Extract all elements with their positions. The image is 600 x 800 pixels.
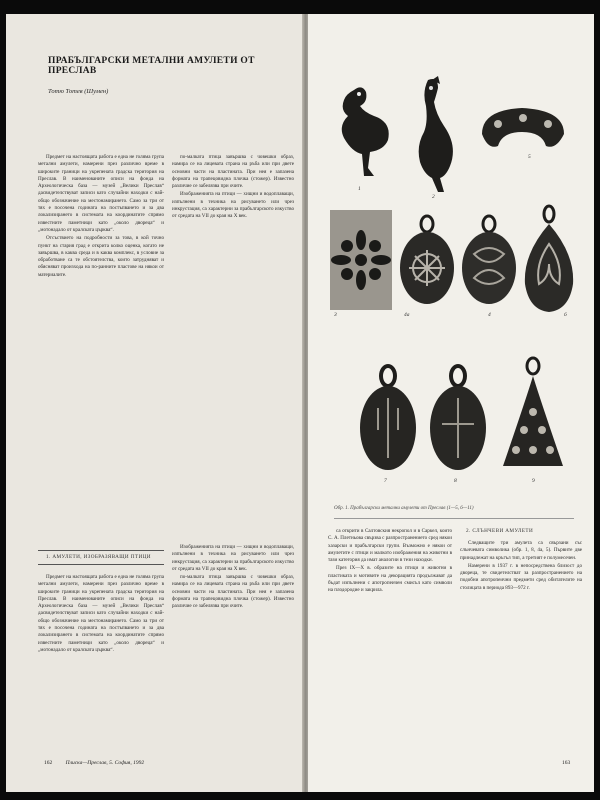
caption-rule xyxy=(334,518,574,519)
amulet-figure-plate xyxy=(328,74,578,494)
article-title: ПРАБЪЛГАРСКИ МЕТАЛНИ АМУЛЕТИ ОТ ПРЕСЛАВ xyxy=(48,56,255,76)
figure-label: 6 xyxy=(564,312,567,318)
book-spread xyxy=(6,14,594,792)
paragraph: Намерени в 1937 г. в непосредствена близост до двореца, те свидетелстват за разпространението на подобни апотропеични предмети сред обитателите на столицата в периода 893—972 г. xyxy=(460,562,582,591)
paragraph: по-малката птица завършва с човешки образ, намира се на лицевата страна на ръба или при двете основни части на пластината. При нея е запазена формата на трапецовидна плочка (стожер). Известно различие се забелязва при очите. xyxy=(172,574,294,610)
right-column-2 xyxy=(460,540,582,750)
section-rule xyxy=(38,550,164,551)
left-folio xyxy=(44,760,294,766)
paragraph: През IX—X в. образите на птици и животни в пластиката и мотивите на декорацията продължават да бъдат изпълнени с апотропеичен смисъл като символи на плодородие и закрила. xyxy=(328,565,452,594)
paragraph: Изображенията на птици — хищни и водоплаващи, изпълнени в техника на рисуването или чрез инкрустация, са характерни за прабългарското изкуство от средата на VII до края на X век. xyxy=(172,191,294,220)
fork-pendant xyxy=(358,364,418,476)
figure-caption: Обр. 1. Прабългарски метални амулети от Преслав (1—5, 6—11) xyxy=(334,506,474,511)
page-number: 162 xyxy=(44,760,53,766)
rosette-pendant xyxy=(398,214,456,308)
right-column-1 xyxy=(328,528,452,750)
paragraph: Предмет на настоящата работа е една не голяма група метални амулети, намерени през различно време в широките граници на укрепената градска територия на Преслав. В наименованите описи на фонда на Археологическа база — музей „Велики Преслав“ дасвидетелствуват записи като случайни находки с най-общо обозначение на местонамирането. Само за три от тях е посочена годината на постъпването и за два локализирането в системата на координатите спрямо известните паметници като „около двореца“ и „мотонадало от кралската църква“. xyxy=(38,574,164,653)
section-rule xyxy=(38,564,164,565)
figure-label: 1 xyxy=(358,186,361,192)
bell-pendant xyxy=(496,356,570,474)
article-author: Тотю Тотев (Шумен) xyxy=(48,88,109,95)
photo-star-amulet xyxy=(330,210,392,310)
scroll-pendant xyxy=(460,214,518,308)
bird-amulet-1 xyxy=(334,82,396,182)
cross-pendant xyxy=(428,364,488,476)
crescent-amulet xyxy=(478,104,568,150)
paragraph: Следващите три амулета са свързани със слънчевата символика (обр. 1, 8, 4а, 5). Първите две принадлежат на кръгъл тип, а третият е полумесечен. xyxy=(460,540,582,561)
figure-label: 2 xyxy=(432,194,435,200)
figure-label: 9 xyxy=(532,478,535,484)
section-heading: 1. АМУЛЕТИ, ИЗОБРАЗЯВАЩИ ПТИЦИ xyxy=(46,554,151,560)
paragraph: Изображенията на птици — хищни и водоплаващи, изпълнени в техника на рисуването или чрез инкрустация, са характерни за прабългарското изкуство от средата на VII до края на X век. xyxy=(172,544,294,572)
paragraph: Отсъствието на подробности за това, в кой точно пункт на стария град е открита колко оценка, когато не завършва, в каква среда и в каква комплекс, в условие за обработване са те обстоятелства, които затрудняват и обясняват произхода на по-ранните пластове на някои от материалите. xyxy=(38,235,164,278)
figure-label: 5 xyxy=(528,154,531,160)
figure-label: 8 xyxy=(454,478,457,484)
paragraph: Предмет на настоящата работа е една не голяма група метални амулети, намерени през различно време в широките граници на укрепената градска територия на Преслав. В наименованите описи на фонда на Археологическа база — музей „Велики Преслав“ дасвидетелствуват записи като случайни находки с най-общо обозначение на местонамирането. Само за три от тях е посочена годината на постъпването и за два локализирането в системата на координатите спрямо известните паметници като „около двореца“ и „мотонадало от кралската църква“. xyxy=(38,154,164,233)
left-column-2-lower xyxy=(172,544,294,749)
figure-label: 4 xyxy=(488,312,491,318)
left-column-1 xyxy=(38,154,164,454)
paragraph: са открити в Салтовския некропол и в Саркел, които С. А. Плетньова свързва с разпространението сред някои хазарски и прабългарски групи. Възможно е някои от амулетите с птици и малкото изображения на животни в тази категория да имат аналогии в тези находки. xyxy=(328,528,452,564)
right-folio: 163 xyxy=(562,760,571,766)
teardrop-pendant xyxy=(522,204,576,314)
figure-label: 3 xyxy=(334,312,337,318)
bird-amulet-2 xyxy=(410,76,458,194)
left-page xyxy=(6,14,304,792)
left-column-1-lower xyxy=(38,574,164,749)
left-column-2 xyxy=(172,154,294,534)
journal-citation: Плиска—Преслав, 5. София, 1992 xyxy=(65,760,145,766)
figure-label: 7 xyxy=(384,478,387,484)
section-heading: 2. СЛЪНЧЕВИ АМУЛЕТИ xyxy=(466,528,534,534)
figure-label: 4а xyxy=(404,312,410,318)
paragraph: по-малката птица завършва с човешки образ, намира се на лицевата страна на ръба или при двете основни части на пластината. При нея е запазена формата на трапецовидна плочка (стожер). Известно различие се забелязва при очите. xyxy=(172,154,294,190)
